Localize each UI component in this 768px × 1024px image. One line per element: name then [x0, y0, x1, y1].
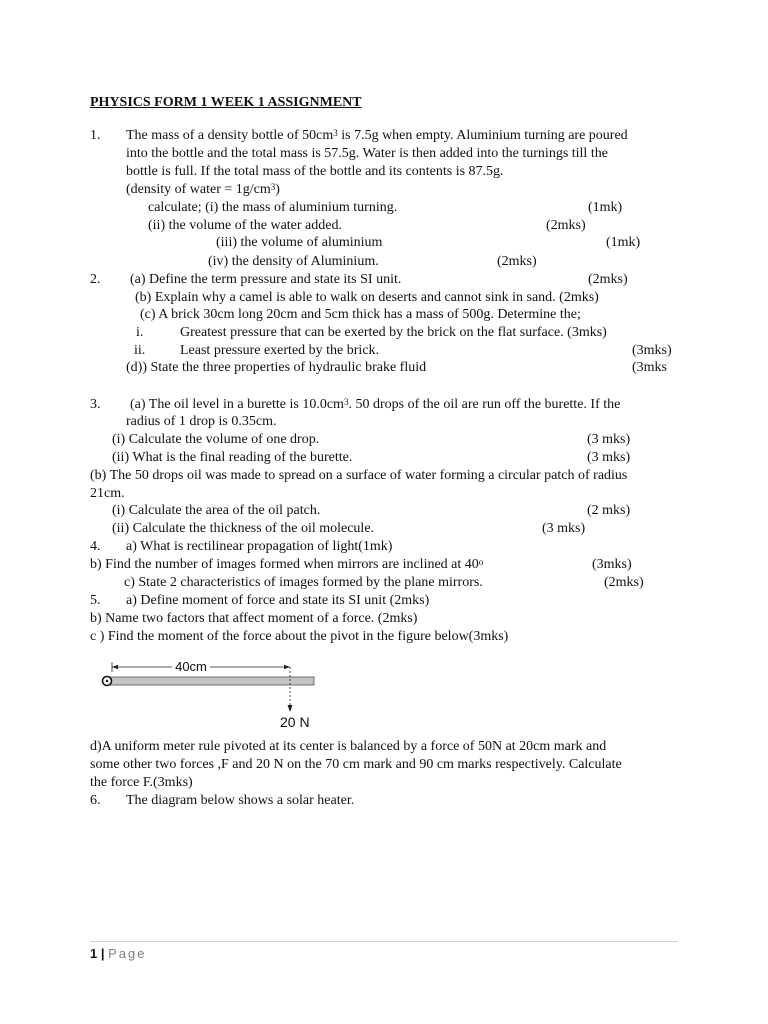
q5-part-d-line-3: the force F.(3mks) [90, 775, 193, 790]
q3-part-b-line-1: (b) The 50 drops oil was made to spread on a surface of water forming a circular patch of radius [90, 468, 628, 483]
q1-part-ii: (ii) the volume of the water added. [148, 218, 342, 233]
q2-part-d: (d)) State the three properties of hydraulic brake fluid [126, 360, 427, 375]
pivot-center [106, 680, 108, 682]
q3-part-b-ii: (ii) Calculate the thickness of the oil molecule. [112, 521, 375, 536]
q3-part-a-i: (i) Calculate the volume of one drop. [112, 432, 320, 447]
page-title: PHYSICS FORM 1 WEEK 1 ASSIGNMENT [90, 95, 362, 110]
q3-part-a-line-2: radius of 1 drop is 0.35cm. [126, 414, 277, 429]
lever-figure [96, 656, 336, 736]
q4-part-c-marks: (2mks) [604, 575, 644, 590]
q2-part-b: (b) Explain why a camel is able to walk on deserts and cannot sink in sand. (2mks) [135, 290, 599, 305]
q2-part-a-marks: (2mks) [588, 272, 628, 287]
q2-part-c-ii-marks: (3mks) [632, 343, 672, 358]
dimension-arrow-left [112, 665, 118, 669]
dimension-label: 40cm [175, 659, 207, 674]
q5-part-b: b) Name two factors that affect moment of a force. (2mks) [90, 611, 418, 626]
q6-text: The diagram below shows a solar heater. [126, 793, 355, 808]
q3-part-a-ii-marks: (3 mks) [587, 450, 631, 465]
q2-part-d-marks: (3mks [632, 360, 667, 375]
q2-part-c-i-number: i. [136, 325, 144, 340]
q3-part-a-ii: (ii) What is the final reading of the burette. [112, 450, 353, 465]
q4-part-c: c) State 2 characteristics of images formed by the plane mirrors. [124, 575, 483, 590]
page-footer [90, 945, 146, 963]
q1-line-3: bottle is full. If the total mass of the bottle and its contents is 87.5g. [126, 164, 504, 179]
q3-part-b-ii-marks: (3 mks) [542, 521, 586, 536]
lever-beam [106, 677, 314, 685]
q3-part-b-line-2: 21cm. [90, 486, 125, 501]
q4-part-b-marks: (3mks) [592, 557, 632, 572]
q1-line-1: The mass of a density bottle of $50cm^3$ is 7.5g when empty. Aluminium turning are poured [126, 128, 628, 143]
footer-rule [90, 941, 678, 942]
page-separator: | [97, 946, 109, 961]
q1-part-iii: (iii) the volume of aluminium [216, 235, 383, 250]
q2-part-c-ii-number: ii. [134, 343, 146, 358]
q2-number: 2. [90, 272, 101, 287]
q1-part-iv: (iv) the density of Aluminium. [208, 254, 379, 269]
q5-part-c: c ) Find the moment of the force about the pivot in the figure below(3mks) [90, 629, 509, 644]
q5-part-d-line-2: some other two forces ,F and 20 N on the 70 cm mark and 90 cm marks respectively. Calculate [90, 757, 622, 772]
q3-part-b-i-marks: (2 mks) [587, 503, 631, 518]
q3-part-a-line-1: (a) The oil level in a burette is $10.0cm^3$. 50 drops of the oil are run off the burette. If the [130, 397, 621, 412]
q1-part-iv-marks: (2mks) [497, 254, 537, 269]
q5-number: 5. [90, 593, 101, 608]
q1-part-i-marks: (1mk) [588, 200, 623, 215]
q3-number: 3. [90, 397, 101, 412]
force-label: 20 N [280, 714, 310, 730]
q3-part-b-i: (i) Calculate the area of the oil patch. [112, 503, 321, 518]
q4-part-b: b) Find the number of images formed when mirrors are inclined at 40$^o$ [90, 557, 484, 572]
q2-part-c: (c) A brick 30cm long 20cm and 5cm thick has a mass of 500g. Determine the; [140, 307, 581, 322]
q1-line-2: into the bottle and the total mass is 57.5g. Water is then added into the turnings till the [126, 146, 608, 161]
q1-number: 1. [90, 128, 101, 143]
force-arrow-head [288, 705, 293, 712]
q2-part-c-ii: Least pressure exerted by the brick. [180, 343, 380, 358]
q2-part-a: (a) Define the term pressure and state its SI unit. [130, 272, 402, 287]
q5-part-d-line-1: d)A uniform meter rule pivoted at its center is balanced by a force of 50N at 20cm mark and [90, 739, 607, 754]
dimension-arrow-right [284, 665, 290, 669]
q3-part-a-i-marks: (3 mks) [587, 432, 631, 447]
q2-part-c-i: Greatest pressure that can be exerted by the brick on the flat surface. (3mks) [180, 325, 607, 340]
q1-part-i: calculate; (i) the mass of aluminium turning. [148, 200, 398, 215]
q4-number: 4. [90, 539, 101, 554]
q4-part-a: a) What is rectilinear propagation of light(1mk) [126, 539, 393, 554]
q5-part-a: a) Define moment of force and state its SI unit (2mks) [126, 593, 430, 608]
page-word: Page [108, 946, 147, 961]
q1-part-iii-marks: (1mk) [606, 235, 641, 250]
page-number: 1 [90, 946, 98, 961]
q6-number: 6. [90, 793, 101, 808]
q1-part-ii-marks: (2mks) [546, 218, 586, 233]
q1-line-4: (density of water = $1g/cm^3$) [126, 182, 280, 197]
